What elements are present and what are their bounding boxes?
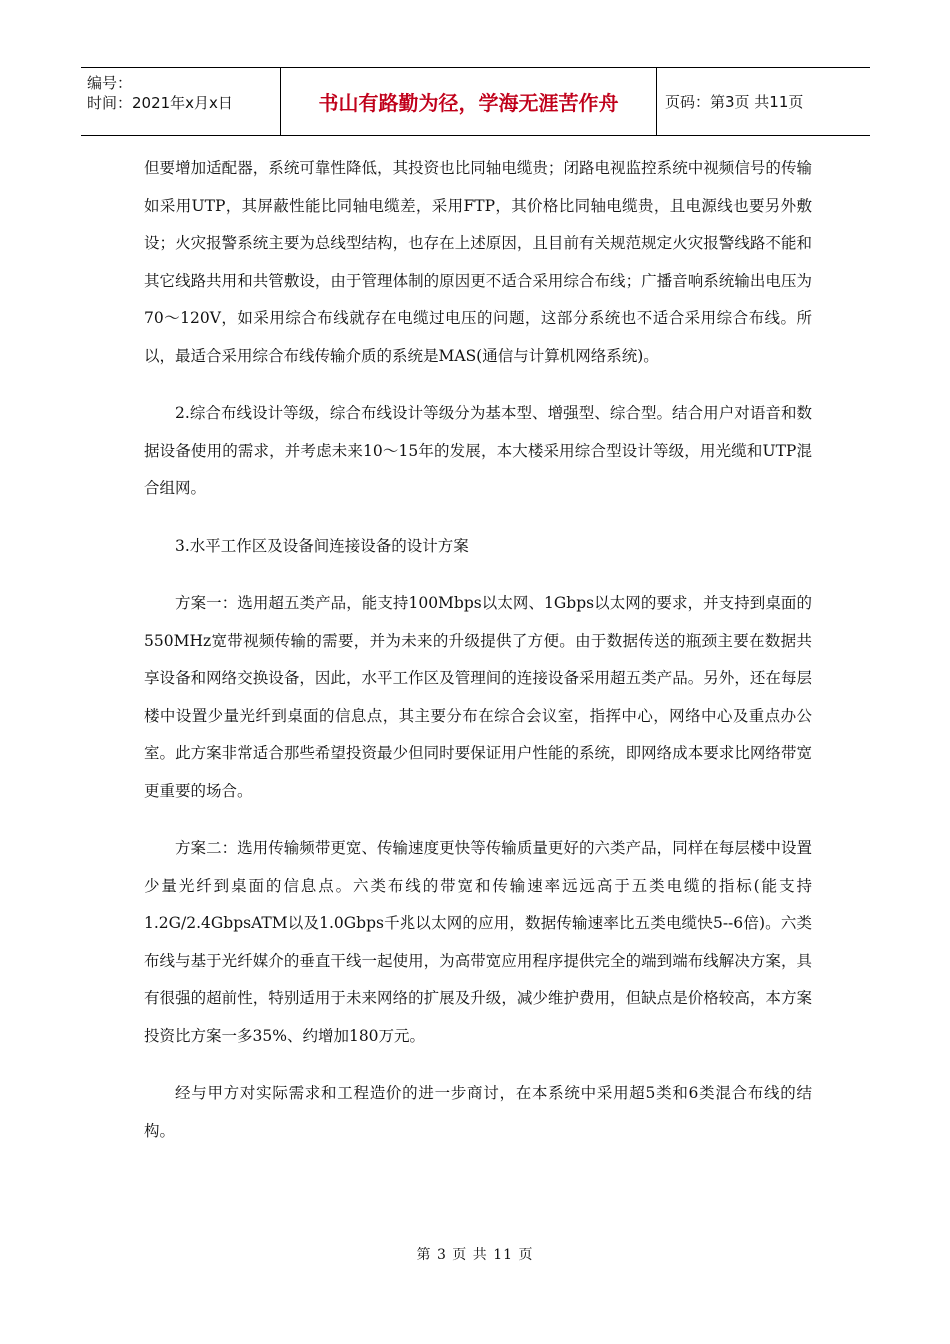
header-motto: 书山有路勤为径，学海无涯苦作舟 [281, 68, 657, 135]
body-paragraph: 经与甲方对实际需求和工程造价的进一步商讨，在本系统中采用超5类和6类混合布线的结构。 [144, 1084, 812, 1140]
page-header [81, 67, 870, 136]
document-number-label: 编号： [87, 74, 133, 92]
header-meta [81, 68, 281, 135]
body-paragraph: 方案一：选用超五类产品，能支持100Mbps以太网、1Gbps以太网的要求，并支持到桌面的550MHz宽带视频传输的需要，并为未来的升级提供了方便。由于数据传送的瓶颈主要在数据共享设备和网络交换设备，因此，水平工作区及管理间的连接设备采用超五类产品。另外，还在每层楼中设置少量光纤到桌面的信息点，其主要分布在综合会议室，指挥中心，网络中心及重点办公室。此方案非常适合那些希望投资最少但同时要保证用户性能的系统，即网络成本要求比网络带宽更重要的场合。 [144, 594, 812, 800]
body-paragraph: 2.综合布线设计等级，综合布线设计等级分为基本型、增强型、综合型。结合用户对语音和数据设备使用的需求，并考虑未来10～15年的发展，本大楼采用综合型设计等级，用光缆和UTP混合组网。 [144, 404, 812, 497]
page-footer: 第 3 页 共 11 页 [416, 1247, 534, 1263]
document-date: 时间：2021年x月x日 [87, 94, 233, 112]
body-paragraph: 但要增加适配器，系统可靠性降低，其投资也比同轴电缆贵；闭路电视监控系统中视频信号的传输如采用UTP，其屏蔽性能比同轴电缆差，采用FTP，其价格比同轴电缆贵，且电源线也要另外敷设；火灾报警系统主要为总线型结构，也存在上述原因，且目前有关规范规定火灾报警线路不能和其它线路共用和共管敷设，由于管理体制的原因更不适合采用综合布线；广播音响系统输出电压为70～120V，如采用综合布线就存在电缆过电压的问题，这部分系统也不适合采用综合布线。所以，最适合采用综合布线传输介质的系统是MAS(通信与计算机网络系统)。 [144, 159, 812, 365]
body-paragraph: 方案二：选用传输频带更宽、传输速度更快等传输质量更好的六类产品，同样在每层楼中设置少量光纤到桌面的信息点。六类布线的带宽和传输速率远远高于五类电缆的指标(能支持1.2G/2.4GbpsATM以及1.0Gbps千兆以太网的应用，数据传输速率比五类电缆快5--6倍)。六类布线与基于光纤媒介的垂直干线一起使用，为高带宽应用程序提供完全的端到端布线解决方案，具有很强的超前性，特别适用于未来网络的扩展及升级，减少维护费用，但缺点是价格较高，本方案投资比方案一多35%、约增加180万元。 [144, 839, 812, 1045]
document-body [144, 150, 812, 1150]
header-page-info: 页码：第3页 共11页 [665, 93, 804, 111]
section-heading: 3.水平工作区及设备间连接设备的设计方案 [175, 536, 469, 555]
